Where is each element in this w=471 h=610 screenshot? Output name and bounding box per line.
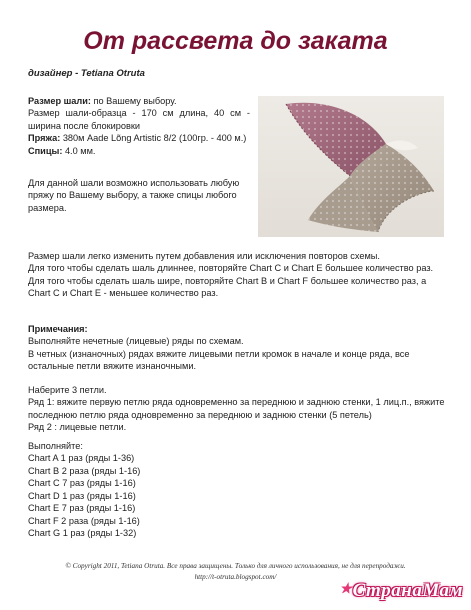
- size-label: Размер шали:: [28, 96, 91, 106]
- notes-line: Выполняйте нечетные (лицевые) ряды по схемам.: [28, 336, 244, 347]
- document-title: От рассвета до заката: [83, 27, 388, 55]
- sizing-line: Для того чтобы сделать шаль длиннее, повторяйте Chart C и Chart E большее количество раз.: [28, 263, 434, 274]
- size-line: [28, 95, 250, 107]
- chart-item: Chart E 7 раз (ряды 1-16): [28, 503, 136, 514]
- notes-section: [28, 323, 448, 373]
- chart-item: Chart A 1 раз (ряды 1-36): [28, 453, 135, 464]
- execute-heading: Выполняйте:: [28, 441, 83, 451]
- cast-on-line: Ряд 1: вяжите первую петлю ряда одновременно за переднюю и заднюю стенки, 1 лиц.п., вяжите последнюю петлю ряда одновременно за переднюю и заднюю стенки (5 петель): [28, 397, 445, 420]
- specifications-block: [28, 95, 250, 157]
- notes-heading: Примечания:: [28, 324, 88, 334]
- chart-item: Chart D 1 раз (ряды 1-16): [28, 490, 136, 501]
- chart-item: Chart B 2 раза (ряды 1-16): [28, 465, 141, 476]
- designer-credit: дизайнер - Tetiana Otruta: [28, 68, 145, 79]
- sizing-line: Размер шали легко изменить путем добавления или исключения повторов схемы.: [28, 251, 380, 261]
- size-value: по Вашему выбору.: [90, 96, 177, 106]
- yarn-line: [28, 132, 250, 144]
- site-watermark: [340, 578, 463, 604]
- yarn-note-text: Для данной шали возможно использовать любую пряжу по Вашему выбору, а также спицы любого размера.: [28, 178, 240, 213]
- needles-value: 4.0 мм.: [62, 145, 96, 156]
- notes-line: В четных (изнаночных) рядах вяжите лицевыми петли кромок в начале и конце ряда, все остальные петли вяжите изнаночными.: [28, 348, 410, 372]
- copyright-text: © Copyright 2011, Tetiana Otruta. Все права защищены. Только для личного использования, не для перепродажи.: [65, 562, 406, 570]
- star-icon: ★: [339, 582, 353, 598]
- needles-label: Спицы:: [28, 145, 63, 156]
- execute-section: [28, 440, 448, 539]
- sizing-line: Для того чтобы сделать шаль шире, повторяйте Chart B и Chart F большее количество раз, а Chart C и Chart E - меньшее количество раз.: [28, 275, 427, 299]
- blog-link[interactable]: http://t-otruta.blogspot.com/: [194, 572, 277, 581]
- cast-on-section: [28, 384, 448, 434]
- cast-on-line: Наберите 3 петли.: [28, 385, 107, 395]
- chart-item: Chart F 2 раза (ряды 1-16): [28, 515, 140, 526]
- yarn-value: 380м Aade Lõng Artistic 8/2 (100гр. - 400 м.): [60, 133, 247, 144]
- needles-line: [28, 145, 250, 157]
- yarn-label: Пряжа:: [28, 133, 61, 144]
- sample-size-line: Размер шали-образца - 170 см длина, 40 см - ширина после блокировки: [28, 108, 250, 131]
- sizing-section: [28, 250, 448, 300]
- watermark-text: СтранаМам: [352, 580, 463, 602]
- chart-item: Chart G 1 раз (ряды 1-32): [28, 527, 137, 538]
- shawl-illustration: [258, 96, 444, 237]
- yarn-note: [28, 177, 253, 214]
- shawl-photo: [258, 96, 444, 237]
- cast-on-line: Ряд 2 : лицевые петли.: [28, 422, 127, 433]
- chart-item: Chart C 7 раз (ряды 1-16): [28, 478, 136, 489]
